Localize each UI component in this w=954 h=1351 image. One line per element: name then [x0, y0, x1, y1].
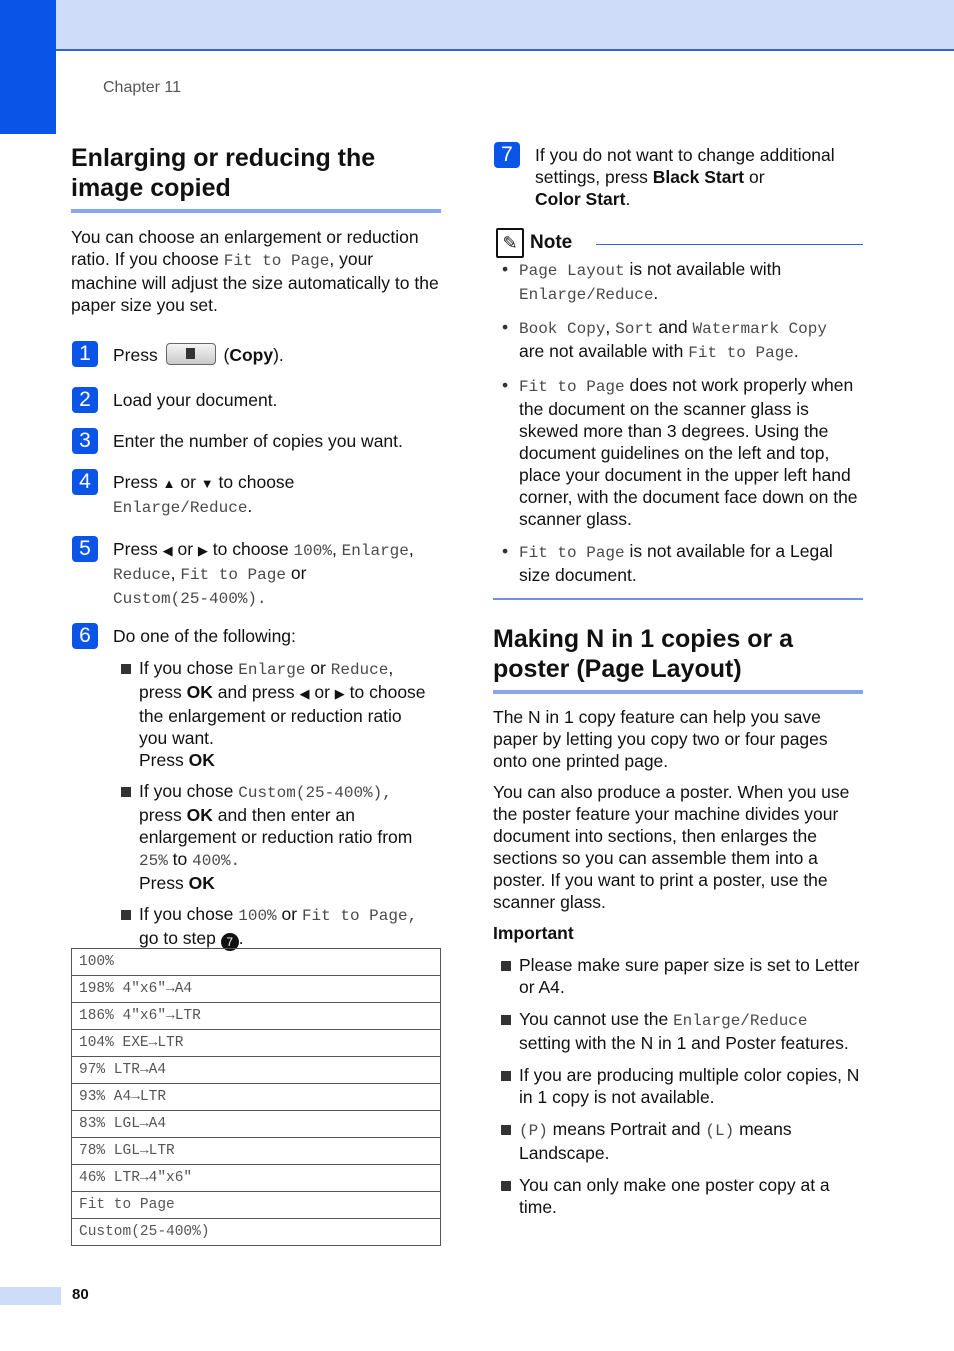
important-item	[493, 1008, 863, 1054]
opt3-or: or	[276, 904, 302, 924]
note4-text: is not available for a Legal size document.	[519, 541, 833, 585]
opt1-line4: you want.	[139, 728, 214, 748]
opt1-reduce: Reduce	[330, 661, 389, 679]
note-rule	[596, 244, 863, 245]
header-band	[0, 0, 954, 51]
table-cell: 97% LTR→A4	[72, 1057, 441, 1084]
opt3-100: 100%	[238, 907, 277, 925]
step-6-text: Do one of the following:	[113, 626, 296, 646]
step-5-reduce: Reduce	[113, 566, 171, 584]
intro-text-b: , your machine will adjust the size automatically to the paper size you set.	[71, 249, 439, 315]
step-7	[493, 144, 863, 210]
step-1	[71, 343, 441, 366]
note-item	[493, 540, 863, 586]
table-row	[72, 1057, 441, 1084]
note2-watermark: Watermark Copy	[692, 320, 827, 338]
table-cell: 93% A4→LTR	[72, 1084, 441, 1111]
opt2-custom: Custom(25-400%)	[238, 784, 383, 802]
note3-text: does not work properly when the document on the scanner glass is skewed more than 3 degrees. Using the document guidelines on the left and top, place your document in the upper left hand corner, with the document face down on the scanner glass.	[519, 375, 858, 529]
step-1-copy-word: Copy	[229, 345, 274, 365]
opt2-ok-b: OK	[188, 873, 215, 893]
opt2-25: 25%	[139, 852, 168, 870]
imp4-text: means Portrait and	[547, 1119, 706, 1139]
step-number-2: 2	[72, 387, 98, 413]
step-1-paren: (	[223, 345, 230, 365]
step-4-or: or	[175, 472, 201, 492]
table-row	[72, 1003, 441, 1030]
step-number-3: 3	[72, 428, 98, 454]
note1-text: is not available with	[624, 259, 782, 279]
imp2-enlarge: Enlarge/Reduce	[673, 1012, 808, 1030]
step-5-custom: Custom(25-400%)	[113, 590, 258, 608]
option-custom	[113, 780, 441, 894]
table-cell: 198% 4"x6"→A4	[72, 976, 441, 1003]
note2-text: are not available with	[519, 341, 689, 361]
opt3-goto: go to step	[139, 928, 221, 948]
note-list	[493, 258, 863, 586]
step-7-black-start: Black Start	[652, 167, 745, 187]
table-row	[72, 1030, 441, 1057]
note4-fit: Fit to Page	[519, 544, 625, 562]
step-5-comma-a: ,	[331, 539, 342, 559]
step-4	[71, 471, 441, 519]
right-column	[493, 140, 863, 1218]
table-cell: 104% EXE→LTR	[72, 1030, 441, 1057]
imp5-text: You can only make one poster copy at a time.	[519, 1175, 830, 1217]
intro-mono-fit: Fit to Page	[223, 252, 330, 270]
section-title-n-in-1: Making N in 1 copies or a poster (Page Layout)	[493, 625, 794, 683]
note1-end: .	[653, 283, 659, 303]
opt1-line3: the enlargement or reduction ratio	[139, 706, 402, 726]
step-4-choose: to choose	[213, 472, 295, 492]
opt2-comma: ,	[382, 784, 392, 802]
note-pencil-icon: ✎	[496, 228, 524, 258]
opt2-ok: OK	[186, 805, 213, 825]
step-5-comma-c: ,	[170, 563, 181, 583]
step-number-1: 1	[72, 341, 98, 367]
up-arrow-icon: ▲	[162, 476, 176, 491]
table-row	[72, 1219, 441, 1246]
step-7-ref-icon: 7	[221, 933, 239, 951]
note2-comma: ,	[605, 317, 616, 337]
important-item	[493, 1064, 863, 1108]
step-3	[71, 430, 441, 452]
table-row	[72, 976, 441, 1003]
opt2-400: 400%	[192, 852, 231, 870]
table-cell: 186% 4"x6"→LTR	[72, 1003, 441, 1030]
opt1-or: or	[305, 658, 331, 678]
opt2-t1: If you chose	[139, 781, 239, 801]
note-label: Note	[530, 232, 573, 253]
important-item	[493, 954, 863, 998]
important-label: Important	[493, 923, 574, 943]
step-2-text: Load your document.	[113, 390, 278, 410]
opt2-press-b: Press	[139, 873, 189, 893]
ratio-table	[71, 948, 441, 1246]
step-7-text: If you do not want to change additional settings, press	[535, 145, 835, 187]
step-3-text: Enter the number of copies you want.	[113, 431, 403, 451]
opt1-press: press	[139, 682, 187, 702]
note2-book: Book Copy	[519, 320, 606, 338]
opt3-comma: ,	[407, 907, 418, 925]
imp2-text: You cannot use the	[519, 1009, 674, 1029]
opt2-to: to	[167, 849, 193, 869]
option-100-fit	[113, 903, 441, 951]
imp4-text-b: means Landscape.	[519, 1119, 792, 1163]
table-cell: 78% LGL→LTR	[72, 1138, 441, 1165]
opt3-end: .	[238, 928, 244, 948]
intro-text-a: You can choose an enlargement or reduction ratio. If you choose	[71, 227, 419, 269]
table-row	[72, 1192, 441, 1219]
note1-enlarge: Enlarge/Reduce	[519, 286, 654, 304]
opt1-or-b: or	[309, 682, 335, 702]
opt1-press-b: Press	[139, 750, 189, 770]
section-title-enlarging: Enlarging or reducing the image copied	[71, 144, 376, 202]
left-column	[71, 143, 441, 951]
imp4-l: (L)	[705, 1122, 735, 1140]
note-header	[493, 228, 863, 258]
step-7-color-start: Color Start	[535, 189, 626, 209]
step-number-4: 4	[72, 469, 98, 495]
step-6	[71, 625, 441, 647]
n-in-1-paragraph: The N in 1 copy feature can help you save paper by letting you copy two or four pages onto one printed page.	[493, 707, 828, 771]
intro-paragraph	[71, 226, 441, 316]
opt2-press: press	[139, 805, 187, 825]
table-row	[72, 1165, 441, 1192]
step-1-end: ).	[273, 345, 284, 365]
step-5-fit: Fit to Page	[180, 566, 286, 584]
note-item	[493, 258, 863, 306]
step-number-7: 7	[494, 142, 520, 168]
table-row	[72, 949, 441, 976]
table-row	[72, 1138, 441, 1165]
step-2	[71, 389, 441, 411]
note2-and: and	[653, 317, 693, 337]
footer-band	[0, 1287, 61, 1305]
step-7-end: .	[625, 189, 631, 209]
step-4-press: Press	[113, 472, 163, 492]
opt1-ok: OK	[186, 682, 213, 702]
step-6-options	[71, 657, 441, 951]
opt1-t1: If you chose	[139, 658, 239, 678]
option-enlarge-reduce	[113, 657, 441, 771]
imp1-text: Please make sure paper size is set to Letter or A4.	[519, 955, 860, 997]
opt2-dot: .	[230, 852, 241, 870]
note3-fit: Fit to Page	[519, 378, 625, 396]
important-list	[493, 954, 863, 1218]
table-row	[72, 1111, 441, 1138]
step-1-text: Press	[113, 345, 163, 365]
opt1-ok-b: OK	[188, 750, 215, 770]
opt2-then: and then enter an	[212, 805, 355, 825]
down-arrow-icon: ▼	[200, 476, 214, 491]
step-7-or: or	[744, 167, 765, 187]
table-cell: Custom(25-400%)	[72, 1219, 441, 1246]
page-number: 80	[72, 1286, 89, 1303]
step-5-enlarge: Enlarge	[341, 542, 409, 560]
table-row	[72, 1084, 441, 1111]
opt3-t1: If you chose	[139, 904, 239, 924]
note2-end: .	[793, 341, 799, 361]
table-cell: 46% LTR→4"x6"	[72, 1165, 441, 1192]
table-cell: 100%	[72, 949, 441, 976]
step-5-choose: to choose	[207, 539, 294, 559]
step-number-6: 6	[72, 623, 98, 649]
opt1-comma: ,	[388, 658, 394, 678]
important-item	[493, 1174, 863, 1218]
imp3-text: If you are producing multiple color copies, N in 1 copy is not available.	[519, 1065, 860, 1107]
opt1-enlarge: Enlarge	[238, 661, 306, 679]
right-arrow-icon: ▶	[334, 686, 345, 701]
note2-fit: Fit to Page	[688, 344, 794, 362]
step-5-end: .	[257, 590, 267, 608]
step-4-enlarge-reduce: Enlarge/Reduce	[113, 499, 248, 517]
step-5-press: Press	[113, 539, 163, 559]
step-5-or: or	[172, 539, 198, 559]
step-5-comma-b: ,	[408, 539, 414, 559]
note1-page-layout: Page Layout	[519, 262, 625, 280]
opt1-choose: to choose	[344, 682, 426, 702]
opt3-fit: Fit to Page	[301, 907, 408, 925]
left-arrow-icon: ◀	[162, 543, 173, 558]
note2-sort: Sort	[615, 320, 654, 338]
left-arrow-icon: ◀	[299, 686, 310, 701]
note-item	[493, 316, 863, 364]
opt1-and-press: and press	[212, 682, 300, 702]
title-rule	[71, 209, 441, 213]
step-4-end: .	[247, 496, 253, 516]
step-number-5: 5	[72, 536, 98, 562]
table-cell: Fit to Page	[72, 1192, 441, 1219]
right-arrow-icon: ▶	[197, 543, 208, 558]
opt2-line3: enlargement or reduction ratio from	[139, 827, 413, 847]
note-end-rule	[493, 598, 863, 600]
step-5-100: 100%	[293, 542, 332, 560]
important-item	[493, 1118, 863, 1164]
step-5-or-b: or	[285, 563, 307, 583]
imp2-text-b: setting with the N in 1 and Poster features.	[519, 1033, 849, 1053]
table-cell: 83% LGL→A4	[72, 1111, 441, 1138]
chapter-tab-marker	[0, 0, 56, 134]
copy-key-icon	[166, 343, 216, 365]
poster-paragraph: You can also produce a poster. When you use the poster feature your machine divides your document into sections, then enlarges the sections so you can assemble them into a poster. If you want to print a poster, use the scanner glass.	[493, 782, 850, 912]
chapter-label: Chapter 11	[103, 79, 181, 96]
imp4-p: (P)	[519, 1122, 548, 1140]
step-5	[71, 538, 441, 610]
note-item	[493, 374, 863, 530]
title-rule	[493, 690, 863, 694]
